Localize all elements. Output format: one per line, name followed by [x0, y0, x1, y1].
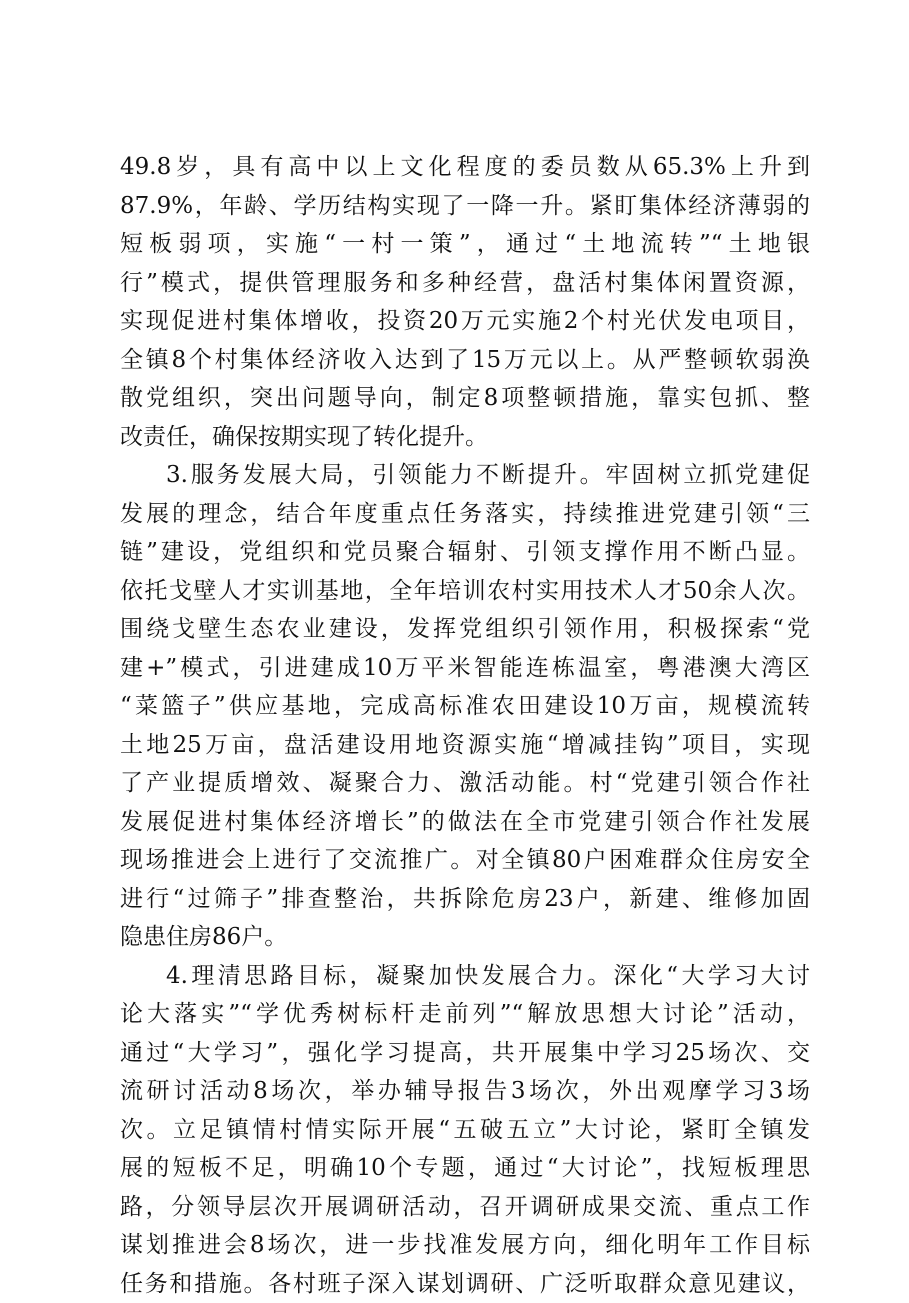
body-text [120, 148, 810, 1303]
text-line: 链”建设，党组织和党员聚合辐射、引领支撑作用不断凸显。 [120, 533, 810, 572]
text-line: 散党组织，突出问题导向，制定8项整顿措施，靠实包抓、整 [120, 379, 810, 418]
text-line: 全镇8个村集体经济收入达到了15万元以上。从严整顿软弱涣 [120, 341, 810, 380]
text-line: 49.8岁，具有高中以上文化程度的委员数从65.3%上升到 [120, 148, 810, 187]
text-line: 87.9%，年龄、学历结构实现了一降一升。紧盯集体经济薄弱的 [120, 187, 810, 226]
text-line: 了产业提质增效、凝聚合力、激活动能。村“党建引领合作社 [120, 764, 810, 803]
text-line: 发展促进村集体经济增长”的做法在全市党建引领合作社发展 [120, 803, 810, 842]
text-line: 行”模式，提供管理服务和多种经营，盘活村集体闲置资源， [120, 264, 810, 303]
text-line: 围绕戈壁生态农业建设，发挥党组织引领作用，积极探索“党 [120, 610, 810, 649]
text-line: 谋划推进会8场次，进一步找准发展方向，细化明年工作目标 [120, 1226, 810, 1265]
text-line: 进行“过筛子”排查整治，共拆除危房23户，新建、维修加固 [120, 880, 810, 919]
text-line: 改责任，确保按期实现了转化提升。 [120, 418, 810, 457]
text-line: “菜篮子”供应基地，完成高标准农田建设10万亩，规模流转 [120, 687, 810, 726]
text-line: 隐患住房86户。 [120, 918, 810, 957]
text-line: 通过“大学习”，强化学习提高，共开展集中学习25场次、交 [120, 1034, 810, 1073]
text-line: 流研讨活动8场次，举办辅导报告3场次，外出观摩学习3场 [120, 1072, 810, 1111]
text-line: 任务和措施。各村班子深入谋划调研、广泛听取群众意见建议， [120, 1265, 810, 1303]
section-3-heading-line: 3.服务发展大局，引领能力不断提升。牢固树立抓党建促 [120, 456, 810, 495]
text-line: 建+”模式，引进建成10万平米智能连栋温室，粤港澳大湾区 [120, 649, 810, 688]
text-line: 现场推进会上进行了交流推广。对全镇80户困难群众住房安全 [120, 841, 810, 880]
text-line: 次。立足镇情村情实际开展“五破五立”大讨论，紧盯全镇发 [120, 1111, 810, 1150]
text-line: 依托戈壁人才实训基地，全年培训农村实用技术人才50余人次。 [120, 572, 810, 611]
section-4-heading-line: 4.理清思路目标，凝聚加快发展合力。深化“大学习大讨 [120, 957, 810, 996]
text-line: 展的短板不足，明确10个专题，通过“大讨论”，找短板理思 [120, 1149, 810, 1188]
text-line: 发展的理念，结合年度重点任务落实，持续推进党建引领“三 [120, 495, 810, 534]
text-line: 论大落实”“学优秀树标杆走前列”“解放思想大讨论”活动， [120, 995, 810, 1034]
text-line: 短板弱项，实施“一村一策”，通过“土地流转”“土地银 [120, 225, 810, 264]
text-line: 土地25万亩，盘活建设用地资源实施“增减挂钩”项目，实现 [120, 726, 810, 765]
text-line: 路，分领导层次开展调研活动，召开调研成果交流、重点工作 [120, 1188, 810, 1227]
text-line: 实现促进村集体增收，投资20万元实施2个村光伏发电项目， [120, 302, 810, 341]
